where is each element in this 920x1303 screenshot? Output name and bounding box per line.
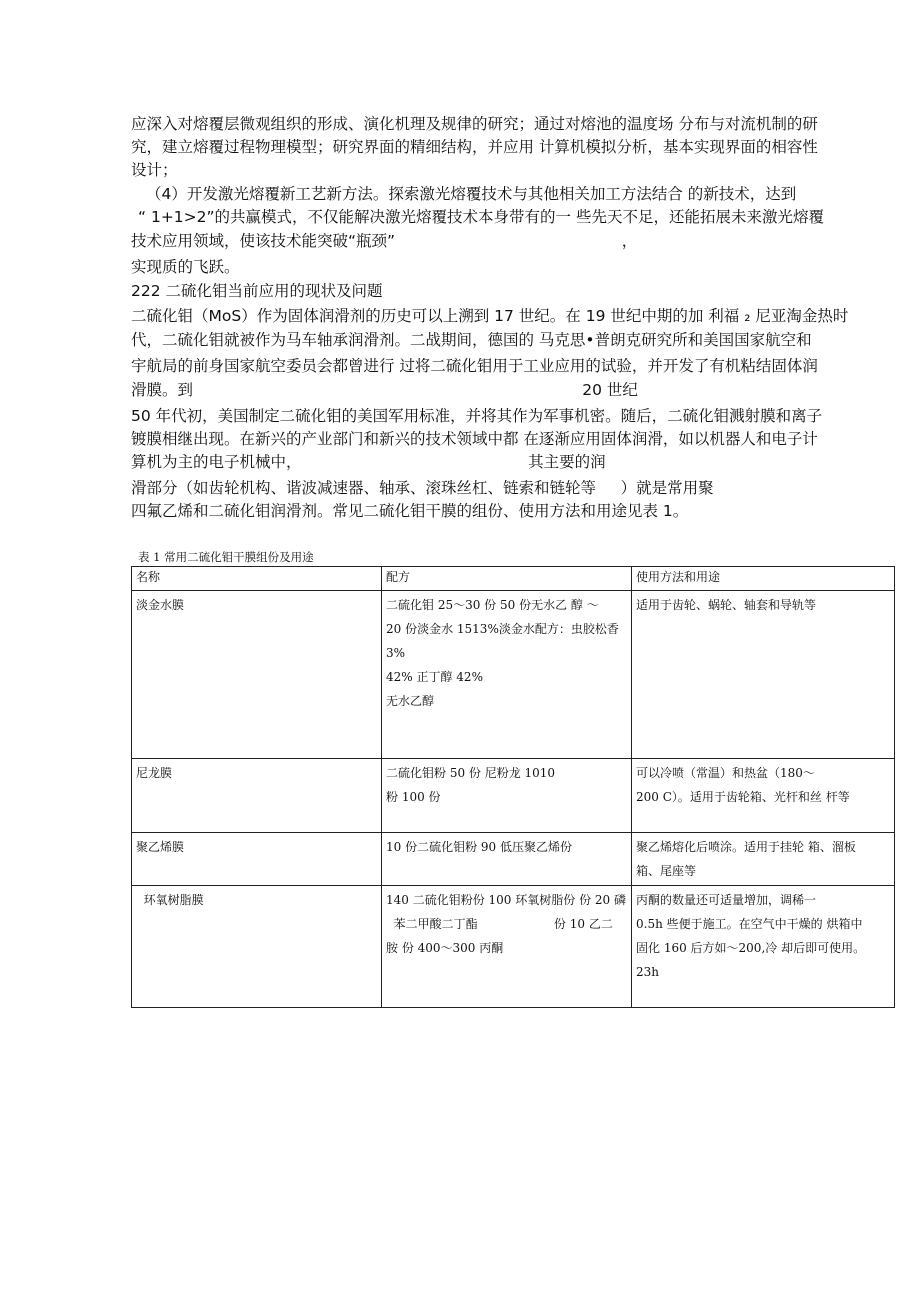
cell-text: 20 份淡金水 1513%淡金水配方：虫胶松香	[386, 622, 619, 636]
paragraph-line: “ 1+1>2”的共赢模式，不仅能解决激光熔覆技术本身带有的一 些先天不足，还能拓展未来激光熔覆	[138, 208, 824, 226]
paragraph-line: 宇航局的前身国家航空委员会都曾进行 过将二硫化钼用于工业应用的试验，并开发了有机粘结固体润	[131, 357, 818, 375]
cell-formula	[382, 759, 632, 833]
cell-formula	[382, 886, 632, 1008]
cell-text: 尼龙膜	[136, 766, 173, 780]
table-row	[132, 759, 895, 833]
cell-text: 聚乙烯熔化后喷涂。适用于挂轮 箱、溜板	[636, 840, 856, 854]
paragraph-line: 四氟乙烯和二硫化钼润滑剂。常见二硫化钼干膜的组份、使用方法和用途见表 1。	[131, 502, 689, 520]
section-heading: 222 二硫化钼当前应用的现状及问题	[131, 282, 383, 300]
paragraph-line: 滑膜。到 20 世纪	[131, 381, 638, 399]
cell-text: 10 份二硫化钼粉 90 低压聚乙烯份	[386, 840, 572, 854]
cell-name	[132, 759, 382, 833]
cell-usage	[632, 591, 895, 759]
cell-text: 粉 100 份	[386, 790, 441, 804]
cell-text: 二硫化钼粉 50 份 尼粉龙 1010	[386, 766, 556, 780]
paragraph-line: 滑部分（如齿轮机构、谐波减速器、轴承、滚珠丝杠、链索和链轮等 ）就是常用聚	[131, 479, 714, 497]
paragraph-line: 究，建立熔覆过程物理模型；研究界面的精细结构，并应用 计算机模拟分析，基本实现界面的相容性	[131, 138, 818, 156]
paragraph-line: 代，二硫化钼就被作为马车轴承润滑剂。二战期间，德国的 马克思•普朗克研究所和美国国家航空和	[131, 331, 812, 349]
cell-text: 23h	[636, 965, 659, 979]
paragraph-line: 应深入对熔覆层微观组织的形成、演化机理及规律的研究；通过对熔池的温度场 分布与对流机制的研	[131, 115, 818, 133]
paragraph-line: 50 年代初，美国制定二硫化钼的美国军用标准，并将其作为军事机密。随后，二硫化钼溅射膜和离子	[131, 407, 823, 425]
cell-usage	[632, 886, 895, 1008]
paragraph-line: 实现质的飞跃。	[131, 258, 240, 276]
cell-text: 0.5h 些便于施工。在空气中干燥的 烘箱中	[636, 917, 863, 931]
paragraph-line: 技术应用领域，使该技术能突破“瓶颈” ，	[131, 232, 638, 250]
cell-text: 丙酮的数量还可适量增加，调稀一	[636, 893, 817, 907]
cell-usage	[632, 759, 895, 833]
cell-text: 140 二硫化钼粉份 100 环氧树脂份 份 20 磷	[386, 893, 626, 907]
cell-text: 聚乙烯膜	[136, 840, 185, 854]
cell-text: 胺 份 400～300 丙酮	[386, 941, 504, 955]
cell-text: 苯二甲酸二丁酯 份 10 乙二	[386, 917, 613, 931]
cell-usage	[632, 833, 895, 886]
table-row	[132, 591, 895, 759]
cell-formula	[382, 591, 632, 759]
header-cell-name: 名称	[132, 567, 382, 591]
cell-text: 环氧树脂膜	[136, 893, 204, 907]
lubricant-film-table	[131, 566, 895, 1008]
paragraph-line: （4）开发激光熔覆新工艺新方法。探索激光熔覆技术与其他相关加工方法结合 的新技术，达到	[146, 185, 797, 203]
cell-text: 无水乙醇	[386, 694, 435, 708]
header-cell-formula: 配方	[382, 567, 632, 591]
cell-text: 淡金水膜	[136, 598, 185, 612]
cell-formula	[382, 833, 632, 886]
cell-name	[132, 833, 382, 886]
cell-text: 3%	[386, 646, 406, 660]
table-row	[132, 833, 895, 886]
header-cell-usage: 使用方法和用途	[632, 567, 895, 591]
cell-text: 固化 160 后方如～200,冷 却后即可使用。	[636, 941, 866, 955]
paragraph-line: 算机为主的电子机械中， 其主要的润	[131, 453, 606, 471]
cell-text: 适用于齿轮、蜗轮、轴套和导轨等	[636, 598, 817, 612]
cell-text: 二硫化钼 25～30 份 50 份无水乙 醇 ～	[386, 598, 599, 612]
table-header-row	[132, 567, 895, 591]
cell-text: 42% 正丁醇 42%	[386, 670, 483, 684]
table-row	[132, 886, 895, 1008]
cell-text: 箱、尾座等	[636, 864, 697, 878]
cell-name	[132, 886, 382, 1008]
paragraph-line: 二硫化钼（MoS）作为固体润滑剂的历史可以上溯到 17 世纪。在 19 世纪中期的加 利福 ₂ 尼亚淘金热时	[131, 307, 849, 325]
table-caption: 表 1 常用二硫化钼干膜组份及用途	[138, 550, 314, 564]
cell-text: 200 C）。适用于齿轮箱、光杆和丝 杆等	[636, 790, 850, 804]
paragraph-line: 设计；	[131, 161, 178, 179]
paragraph-line: 镀膜相继出现。在新兴的产业部门和新兴的技术领域中都 在逐渐应用固体润滑，如以机器人和电子计	[131, 430, 818, 448]
cell-name	[132, 591, 382, 759]
cell-text: 可以冷喷（常温）和热盆（180～	[636, 766, 815, 780]
